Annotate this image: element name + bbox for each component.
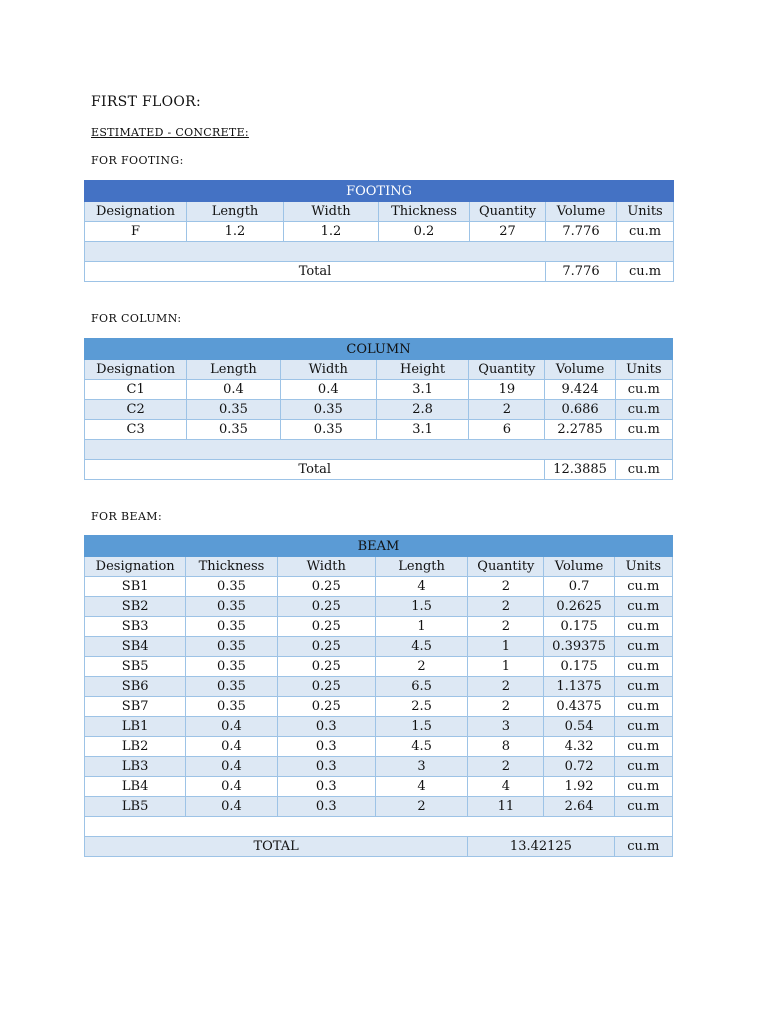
table-cell: 4 <box>468 777 544 797</box>
table-cell: SB2 <box>85 597 186 617</box>
table-cell: 3 <box>375 757 467 777</box>
table-cell: LB4 <box>85 777 186 797</box>
table-cell: SB4 <box>85 637 186 657</box>
table-cell: 1.5 <box>375 717 467 737</box>
table-cell: SB6 <box>85 677 186 697</box>
beam-rows <box>85 577 673 817</box>
table-cell: SB3 <box>85 617 186 637</box>
column-header: Width <box>277 557 375 577</box>
footing-table <box>84 180 674 282</box>
table-cell: cu.m <box>615 380 672 400</box>
table-cell: LB2 <box>85 737 186 757</box>
table-cell: 1.2 <box>187 222 284 242</box>
table-cell: 4.5 <box>375 737 467 757</box>
table-cell: 0.4375 <box>544 697 614 717</box>
column-header: Quantity <box>468 557 544 577</box>
column-header: Volume <box>546 202 617 222</box>
header-row <box>85 360 673 380</box>
table-row <box>85 420 673 440</box>
total-units: cu.m <box>614 837 672 857</box>
table-cell: 0.35 <box>186 697 277 717</box>
column-header: Thickness <box>186 557 277 577</box>
table-cell: 0.7 <box>544 577 614 597</box>
table-cell: 1.1375 <box>544 677 614 697</box>
table-cell: cu.m <box>614 777 672 797</box>
table-cell: 4 <box>375 777 467 797</box>
beam-label: FOR BEAM: <box>91 510 163 523</box>
table-cell: 2 <box>468 677 544 697</box>
table-cell: 2 <box>468 617 544 637</box>
table-cell: 1.92 <box>544 777 614 797</box>
table-cell: 4 <box>375 577 467 597</box>
table-row <box>85 677 673 697</box>
table-cell: 0.175 <box>544 657 614 677</box>
table-cell: 0.54 <box>544 717 614 737</box>
table-title: FOOTING <box>85 181 674 202</box>
table-cell: C2 <box>85 400 187 420</box>
table-row <box>85 657 673 677</box>
table-cell: cu.m <box>614 717 672 737</box>
blank-row <box>85 440 673 460</box>
column-header: Units <box>614 557 672 577</box>
table-row <box>85 797 673 817</box>
table-cell: 0.35 <box>187 400 280 420</box>
column-label: FOR COLUMN: <box>91 312 182 325</box>
table-cell: 2 <box>468 597 544 617</box>
table-cell: 0.2625 <box>544 597 614 617</box>
table-title: BEAM <box>85 536 673 557</box>
table-row <box>85 617 673 637</box>
table-cell: cu.m <box>614 597 672 617</box>
table-cell: C3 <box>85 420 187 440</box>
table-cell: 2 <box>468 757 544 777</box>
table-cell: 4.5 <box>375 637 467 657</box>
table-cell: cu.m <box>614 677 672 697</box>
total-volume: 7.776 <box>546 262 617 282</box>
table-cell: 7.776 <box>546 222 617 242</box>
table-cell: 0.35 <box>187 420 280 440</box>
table-cell: 0.35 <box>186 637 277 657</box>
table-cell: 3.1 <box>376 420 468 440</box>
table-cell: cu.m <box>614 617 672 637</box>
header-row <box>85 557 673 577</box>
table-cell: cu.m <box>617 222 674 242</box>
table-cell: 0.25 <box>277 577 375 597</box>
table-cell: 0.4 <box>186 797 277 817</box>
table-cell: 0.3 <box>277 797 375 817</box>
footing-label: FOR FOOTING: <box>91 154 184 167</box>
table-row <box>85 757 673 777</box>
table-cell: cu.m <box>614 577 672 597</box>
total-label: Total <box>85 262 546 282</box>
table-cell: 2 <box>469 400 545 420</box>
total-volume: 13.42125 <box>468 837 614 857</box>
total-row <box>85 837 673 857</box>
table-cell: 19 <box>469 380 545 400</box>
table-cell: F <box>85 222 187 242</box>
table-cell: LB3 <box>85 757 186 777</box>
table-cell: 0.35 <box>280 400 376 420</box>
table-cell: 2 <box>375 657 467 677</box>
table-cell: cu.m <box>614 757 672 777</box>
column-header: Quantity <box>469 360 545 380</box>
table-cell: 1 <box>375 617 467 637</box>
table-cell: SB5 <box>85 657 186 677</box>
table-cell: 0.175 <box>544 617 614 637</box>
table-cell: SB7 <box>85 697 186 717</box>
table-cell: LB5 <box>85 797 186 817</box>
table-cell: 11 <box>468 797 544 817</box>
table-cell: 1.5 <box>375 597 467 617</box>
table-cell: 2.64 <box>544 797 614 817</box>
table-cell: 6 <box>469 420 545 440</box>
table-row <box>85 717 673 737</box>
column-header: Designation <box>85 202 187 222</box>
table-row <box>85 737 673 757</box>
column-header: Quantity <box>470 202 546 222</box>
table-row <box>85 577 673 597</box>
table-cell: 6.5 <box>375 677 467 697</box>
table-cell: cu.m <box>615 420 672 440</box>
table-cell: 2 <box>375 797 467 817</box>
table-cell: 1.2 <box>284 222 379 242</box>
table-cell: 0.4 <box>187 380 280 400</box>
table-cell: 2.5 <box>375 697 467 717</box>
table-cell: 2.2785 <box>545 420 615 440</box>
table-cell: cu.m <box>614 797 672 817</box>
table-cell: 0.25 <box>277 657 375 677</box>
total-units: cu.m <box>615 460 672 480</box>
table-cell: cu.m <box>615 400 672 420</box>
table-cell: C1 <box>85 380 187 400</box>
total-label: Total <box>85 460 545 480</box>
table-cell: 0.35 <box>280 420 376 440</box>
table-cell: 9.424 <box>545 380 615 400</box>
column-header: Height <box>376 360 468 380</box>
table-cell: 0.4 <box>186 737 277 757</box>
table-cell: 27 <box>470 222 546 242</box>
column-header: Length <box>375 557 467 577</box>
table-cell: 4.32 <box>544 737 614 757</box>
table-row <box>85 400 673 420</box>
table-cell: 0.4 <box>280 380 376 400</box>
column-header: Length <box>187 202 284 222</box>
table-cell: 0.35 <box>186 597 277 617</box>
table-cell: 0.2 <box>379 222 470 242</box>
table-row <box>85 777 673 797</box>
table-cell: 1 <box>468 637 544 657</box>
table-title: COLUMN <box>85 339 673 360</box>
total-label: TOTAL <box>85 837 468 857</box>
table-cell: 8 <box>468 737 544 757</box>
table-cell: 0.35 <box>186 577 277 597</box>
column-header: Thickness <box>379 202 470 222</box>
table-cell: 0.25 <box>277 697 375 717</box>
table-cell: SB1 <box>85 577 186 597</box>
column-header: Width <box>280 360 376 380</box>
column-header: Units <box>617 202 674 222</box>
table-cell: 0.25 <box>277 597 375 617</box>
table-cell: 0.35 <box>186 677 277 697</box>
table-cell: cu.m <box>614 637 672 657</box>
table-cell: 3.1 <box>376 380 468 400</box>
table-cell: 0.25 <box>277 617 375 637</box>
column-table <box>84 338 673 480</box>
table-cell: 0.35 <box>186 657 277 677</box>
total-row <box>85 460 673 480</box>
table-cell: cu.m <box>614 697 672 717</box>
column-header: Designation <box>85 360 187 380</box>
table-cell: 2 <box>468 577 544 597</box>
total-units: cu.m <box>617 262 674 282</box>
table-cell: 0.25 <box>277 677 375 697</box>
column-header: Units <box>615 360 672 380</box>
table-cell: 0.35 <box>186 617 277 637</box>
beam-table <box>84 535 673 857</box>
table-cell: 0.3 <box>277 717 375 737</box>
table-cell: 0.4 <box>186 717 277 737</box>
total-volume: 12.3885 <box>545 460 615 480</box>
table-cell: 2 <box>468 697 544 717</box>
table-cell: 0.4 <box>186 757 277 777</box>
column-header: Volume <box>545 360 615 380</box>
table-row <box>85 380 673 400</box>
column-header: Length <box>187 360 280 380</box>
blank-row <box>85 242 674 262</box>
section-heading: ESTIMATED - CONCRETE: <box>91 126 249 139</box>
table-cell: 2.8 <box>376 400 468 420</box>
table-cell: 0.3 <box>277 757 375 777</box>
table-cell: 0.3 <box>277 777 375 797</box>
table-cell: 0.39375 <box>544 637 614 657</box>
table-cell: 3 <box>468 717 544 737</box>
column-header: Volume <box>544 557 614 577</box>
total-row <box>85 262 674 282</box>
table-cell: 0.686 <box>545 400 615 420</box>
table-cell: 0.4 <box>186 777 277 797</box>
table-cell: 1 <box>468 657 544 677</box>
table-cell: 0.25 <box>277 637 375 657</box>
header-row <box>85 202 674 222</box>
table-row <box>85 697 673 717</box>
column-header: Designation <box>85 557 186 577</box>
table-cell: cu.m <box>614 657 672 677</box>
table-cell: cu.m <box>614 737 672 757</box>
blank-row <box>85 817 673 837</box>
table-cell: 0.72 <box>544 757 614 777</box>
table-row <box>85 597 673 617</box>
column-header: Width <box>284 202 379 222</box>
table-cell: 0.3 <box>277 737 375 757</box>
table-row <box>85 637 673 657</box>
table-cell: LB1 <box>85 717 186 737</box>
table-row <box>85 222 674 242</box>
floor-heading: FIRST FLOOR: <box>91 94 201 110</box>
